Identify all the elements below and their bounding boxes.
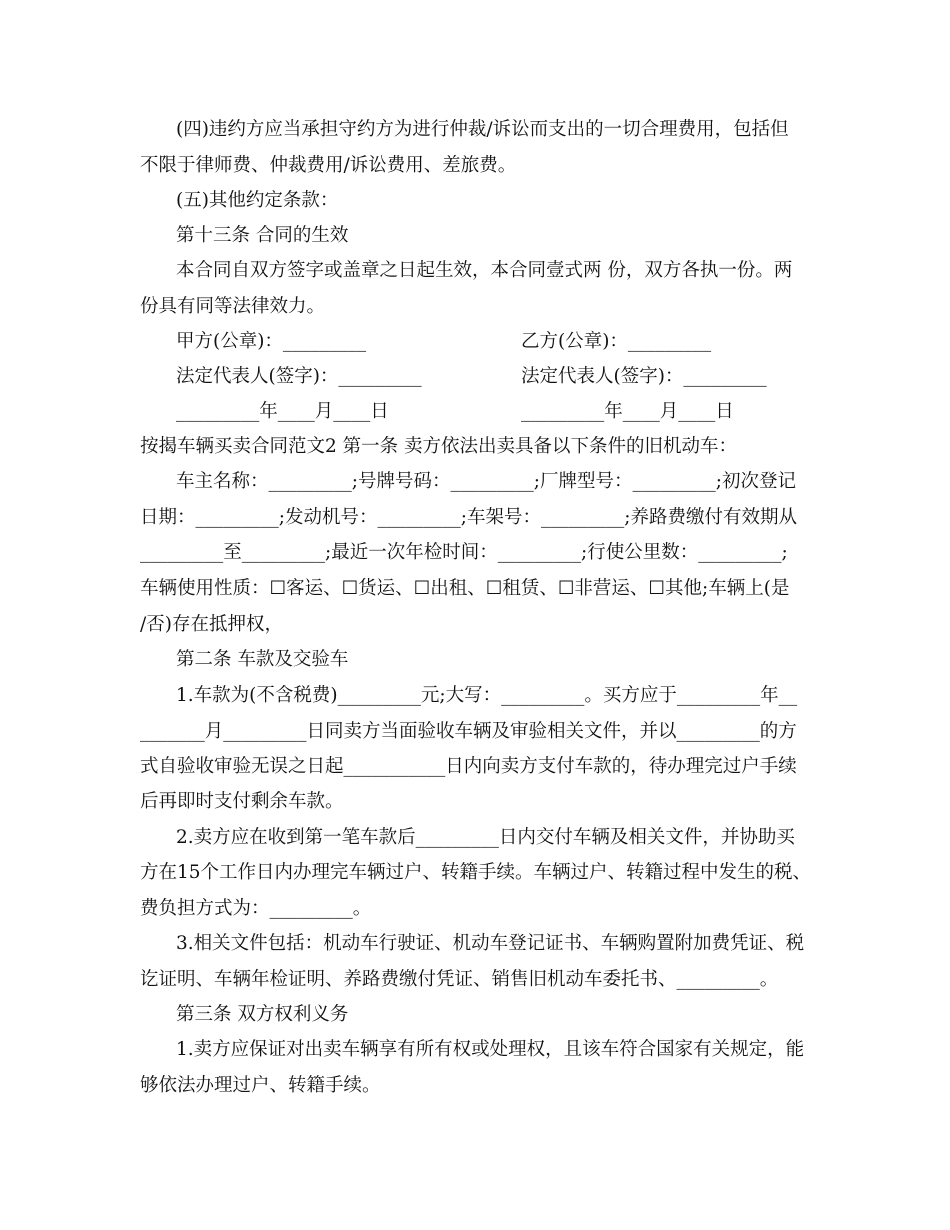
vehicle-info-line-4: 车辆使用性质：☐客运、☐货运、☐出租、☐租赁、☐非营运、☐其他;车辆上(是 [140,578,790,599]
delivery-line-3: 费负担方式为：_________。 [140,898,372,919]
template-2-title: 按揭车辆买卖合同范文2 第一条 卖方依法出卖具备以下条件的旧机动车： [140,436,738,457]
effect-para-line-1: 本合同自双方签字或盖章之日起生效，本合同壹式两 份，双方各执一份。两 [176,260,793,281]
payment-line-4: 后再即时支付剩余车款。 [140,791,344,812]
seller-duty-line-1: 1.卖方应保证对出卖车辆享有所有权或处理权，且该车符合国家有关规定，能 [176,1039,805,1060]
clause-5-heading: (五)其他约定条款： [176,190,339,211]
delivery-line-2: 方在15个工作日内办理完车辆过户、转籍手续。车辆过户、转籍过程中发生的税、 [140,862,812,883]
party-a-representative: 法定代表人(签字)：_________ [176,366,422,387]
effect-para-line-2: 份具有同等法律效力。 [140,296,326,317]
clause-4-line-1: (四)违约方应当承担守约方为进行仲裁/诉讼而支出的一切合理费用，包括但 [176,119,789,140]
vehicle-info-line-5: /否)存在抵押权， [140,614,283,635]
payment-line-2: _______月_________日同卖方当面验收车辆及审验相关文件，并以_________的方 [140,721,797,742]
vehicle-info-line-2: 日期：_________;发动机号：_________;车架号：_________;养路费缴付有效期从 [140,507,797,528]
article-13-heading: 第十三条 合同的生效 [176,225,349,246]
article-2-heading: 第二条 车款及交验车 [176,649,349,670]
documents-line-2: 讫证明、车辆年检证明、养路费缴付凭证、销售旧机动车委托书、_________。 [140,969,779,990]
payment-line-1: 1.车款为(不含税费)_________元;大写：_________。买方应于_________年__ [176,685,798,706]
delivery-line-1: 2.卖方应在收到第一笔车款后_________日内交付车辆及相关文件，并协助买 [176,827,795,848]
documents-line-1: 3.相关文件包括：机动车行驶证、机动车登记证书、车辆购置附加费凭证、税 [176,933,805,954]
party-a-seal: 甲方(公章)：_________ [176,331,367,352]
article-3-heading: 第三条 双方权利义务 [176,1004,349,1025]
seller-duty-line-2: 够依法办理过户、转籍手续。 [140,1075,381,1096]
party-b-representative: 法定代表人(签字)：_________ [521,366,767,387]
payment-line-3: 式自验收审验无误之日起___________日内向卖方支付车款的，待办理完过户手续 [140,756,797,777]
vehicle-info-line-3: _________至_________;最近一次年检时间：_________;行使公里数：_________; [140,542,788,563]
party-b-date: _________年____月____日 [521,401,734,422]
party-b-seal: 乙方(公章)：_________ [521,331,712,352]
vehicle-info-line-1: 车主名称：_________;号牌号码：_________;厂牌型号：_________;初次登记 [176,471,796,492]
party-a-date: _________年____月____日 [176,401,389,422]
clause-4-line-2: 不限于律师费、仲裁费用/诉讼费用、差旅费。 [140,155,517,176]
